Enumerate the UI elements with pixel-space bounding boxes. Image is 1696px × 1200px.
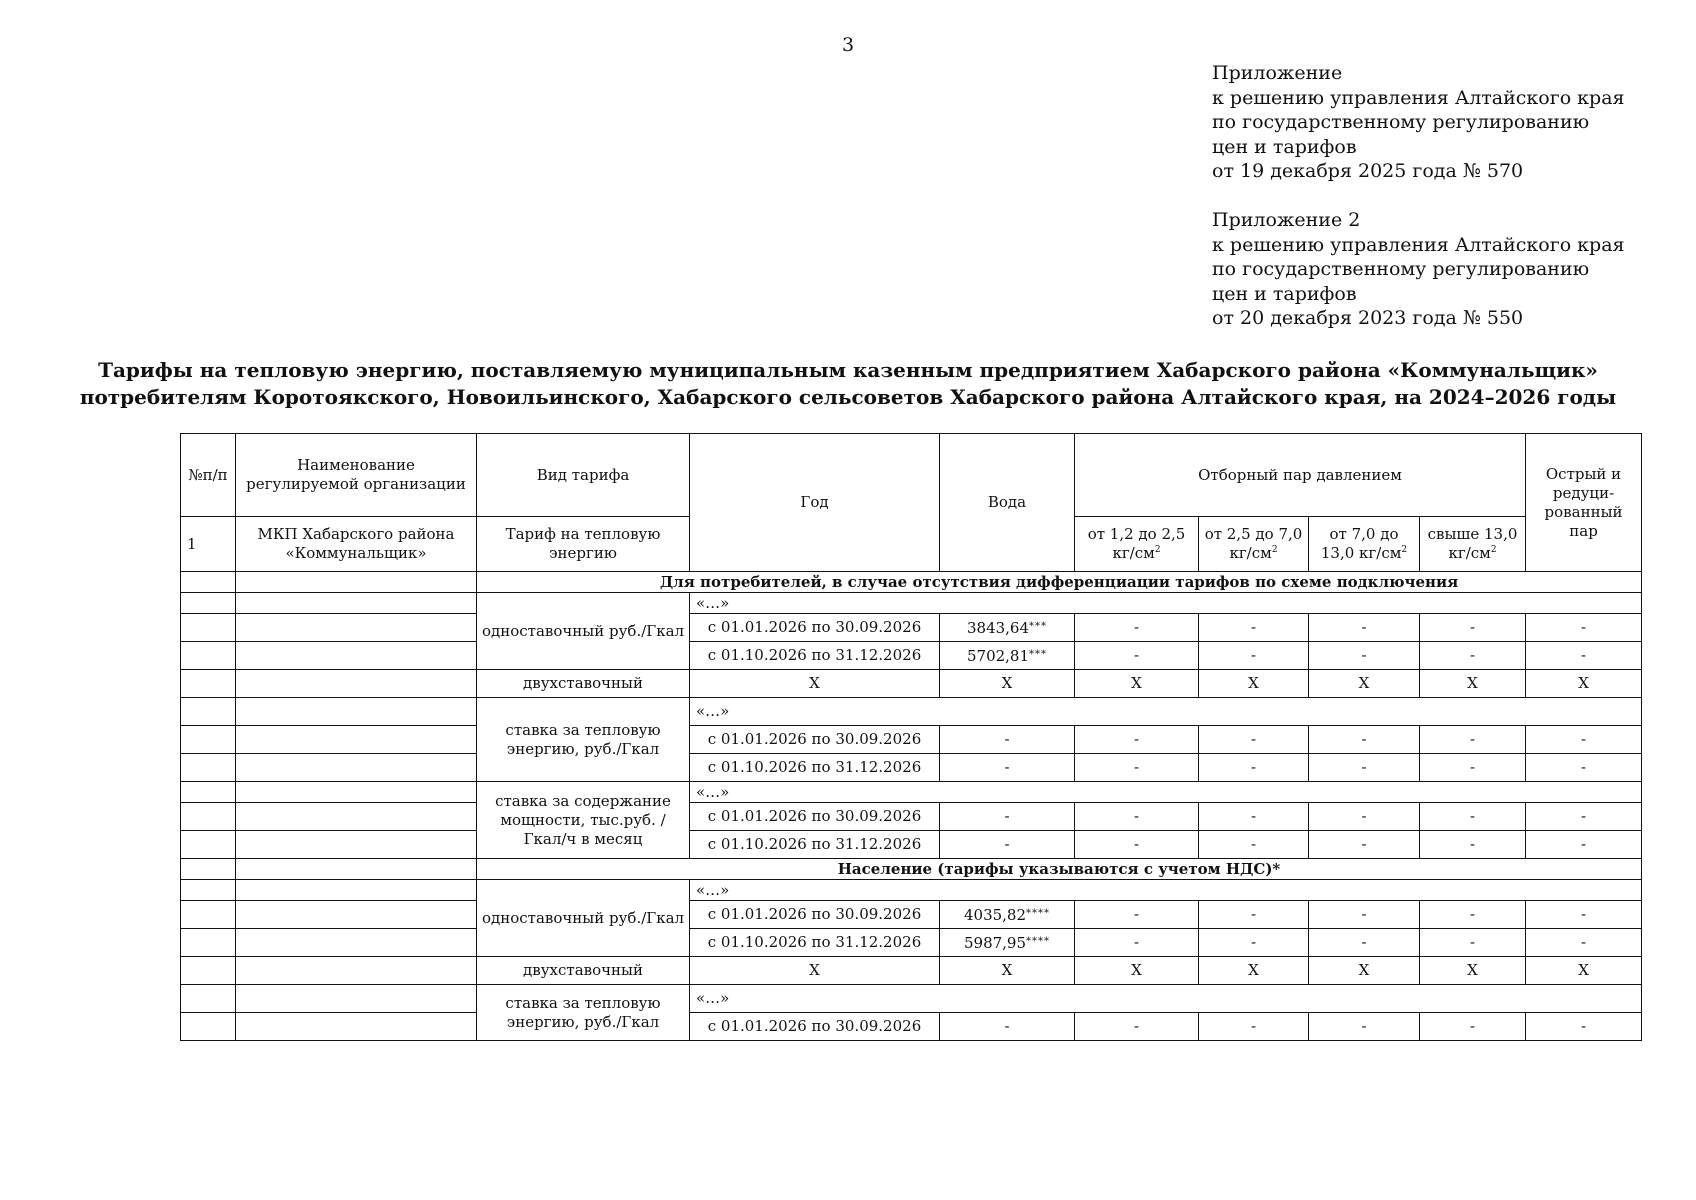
appendix-2-line: по государственному регулированию (1212, 258, 1590, 280)
title-line: Тарифы на тепловую энергию, поставляемую муниципальным казенным предприятием Хабарского района «Коммунальщик» (98, 358, 1598, 382)
water-value: 4035,82**** (940, 901, 1075, 929)
header-water: Вода (940, 434, 1075, 572)
header-num: №п/п (181, 434, 236, 517)
ellipsis: «…» (690, 593, 1642, 614)
tariff-two-rate: двухставочный (477, 670, 690, 698)
ellipsis: «…» (690, 782, 1642, 803)
tariff-one-rate: одноставочный руб./Гкал (477, 880, 690, 957)
tariff-one-rate: одноставочный руб./Гкал (477, 593, 690, 670)
ellipsis: «…» (690, 985, 1642, 1013)
appendix-2-line: Приложение 2 (1212, 209, 1361, 231)
period-cell: с 01.01.2026 по 30.09.2026 (690, 1013, 940, 1041)
header-steam-4: свыше 13,0 $кг/см^2$ (1420, 517, 1526, 572)
table-row: с 01.10.2026 по 31.12.2026 - - - - - - (181, 831, 1642, 859)
appendix-1-line: цен и тарифов (1212, 135, 1357, 158)
period-cell: с 01.01.2026 по 30.09.2026 (690, 803, 940, 831)
table-row: двухставочный X X X X X X X (181, 957, 1642, 985)
document-title (0, 357, 1696, 411)
table-row: с 01.10.2026 по 31.12.2026 5702,81*** - - - - - (181, 642, 1642, 670)
water-value: 3843,64*** (940, 614, 1075, 642)
period-cell: с 01.01.2026 по 30.09.2026 (690, 901, 940, 929)
table-row (181, 880, 1642, 901)
table-row: с 01.10.2026 по 31.12.2026 - - - - - - (181, 754, 1642, 782)
header-type: Вид тарифа (477, 434, 690, 517)
table-row: двухставочный X X X X X X X (181, 670, 1642, 698)
appendix-2-line: от 20 декабря 2023 года № 550 (1212, 307, 1524, 329)
tariff-capacity-rate: ставка за содержание мощности, тыс.руб. /Гкал/ч в месяц (477, 782, 690, 859)
table-row: с 01.01.2026 по 30.09.2026 - - - - - - (181, 1013, 1642, 1041)
period-cell: с 01.10.2026 по 31.12.2026 (690, 642, 940, 670)
appendix-1-line: от 19 декабря 2025 года № 570 (1212, 160, 1524, 182)
table-row (181, 782, 1642, 803)
appendix-1-line: к решению управления Алтайского края (1212, 86, 1625, 109)
table-row: с 01.01.2026 по 30.09.2026 - - - - - - (181, 803, 1642, 831)
section-2-title: Население (тарифы указываются с учетом НДС)* (477, 859, 1642, 880)
org-name: МКП Хабарского района «Коммунальщик» (236, 517, 477, 572)
appendix-1-line: Приложение (1212, 62, 1343, 84)
period-cell: с 01.01.2026 по 30.09.2026 (690, 726, 940, 754)
appendix-1-header (1212, 61, 1625, 184)
period-cell: с 01.10.2026 по 31.12.2026 (690, 929, 940, 957)
period-cell: с 01.10.2026 по 31.12.2026 (690, 754, 940, 782)
period-cell: с 01.10.2026 по 31.12.2026 (690, 831, 940, 859)
table-row (181, 593, 1642, 614)
header-steam-1: от 1,2 до 2,5 $кг/см^2$ (1075, 517, 1199, 572)
table-row: с 01.01.2026 по 30.09.2026 3843,64*** - - - - - (181, 614, 1642, 642)
appendix-1-line: по государственному регулированию (1212, 111, 1590, 133)
tariff-two-rate: двухставочный (477, 957, 690, 985)
tariff-energy-rate: ставка за тепловую энергию, руб./Гкал (477, 698, 690, 782)
header-steam-2: от 2,5 до 7,0 $кг/см^2$ (1199, 517, 1309, 572)
section-1-title: Для потребителей, в случае отсутствия дифференциации тарифов по схеме подключения (477, 572, 1642, 593)
section-row (181, 859, 1642, 880)
section-row (181, 572, 1642, 593)
table-row: с 01.01.2026 по 30.09.2026 - - - - - - (181, 726, 1642, 754)
table-row: с 01.01.2026 по 30.09.2026 4035,82**** - - - - - (181, 901, 1642, 929)
water-value: 5987,95**** (940, 929, 1075, 957)
period-cell: с 01.01.2026 по 30.09.2026 (690, 614, 940, 642)
header-year: Год (690, 434, 940, 572)
ellipsis: «…» (690, 698, 1642, 726)
org-num: 1 (181, 517, 236, 572)
header-sharp-steam: Острый и редуци-рованный пар (1526, 434, 1642, 572)
org-tariff-type: Тариф на тепловую энергию (477, 517, 690, 572)
page-number: 3 (841, 34, 855, 56)
table-row (181, 698, 1642, 726)
header-steam-3: от 7,0 до 13,0 $кг/см^2$ (1309, 517, 1420, 572)
header-row (181, 434, 1642, 517)
table-row: с 01.10.2026 по 31.12.2026 5987,95**** - - - - - (181, 929, 1642, 957)
water-value: 5702,81*** (940, 642, 1075, 670)
appendix-2-line: цен и тарифов (1212, 282, 1357, 305)
table-row (181, 985, 1642, 1013)
tariff-energy-rate: ставка за тепловую энергию, руб./Гкал (477, 985, 690, 1041)
ellipsis: «…» (690, 880, 1642, 901)
title-line: потребителям Коротоякского, Новоильинского, Хабарского сельсоветов Хабарского района Алтайского края, на 2024–2026 годы (79, 385, 1617, 409)
appendix-2-line: к решению управления Алтайского края (1212, 233, 1625, 256)
header-steam: Отборный пар давлением (1075, 434, 1526, 517)
header-org: Наименование регулируемой организации (236, 434, 477, 517)
tariff-table (180, 433, 1642, 1041)
appendix-2-header (1212, 208, 1625, 331)
